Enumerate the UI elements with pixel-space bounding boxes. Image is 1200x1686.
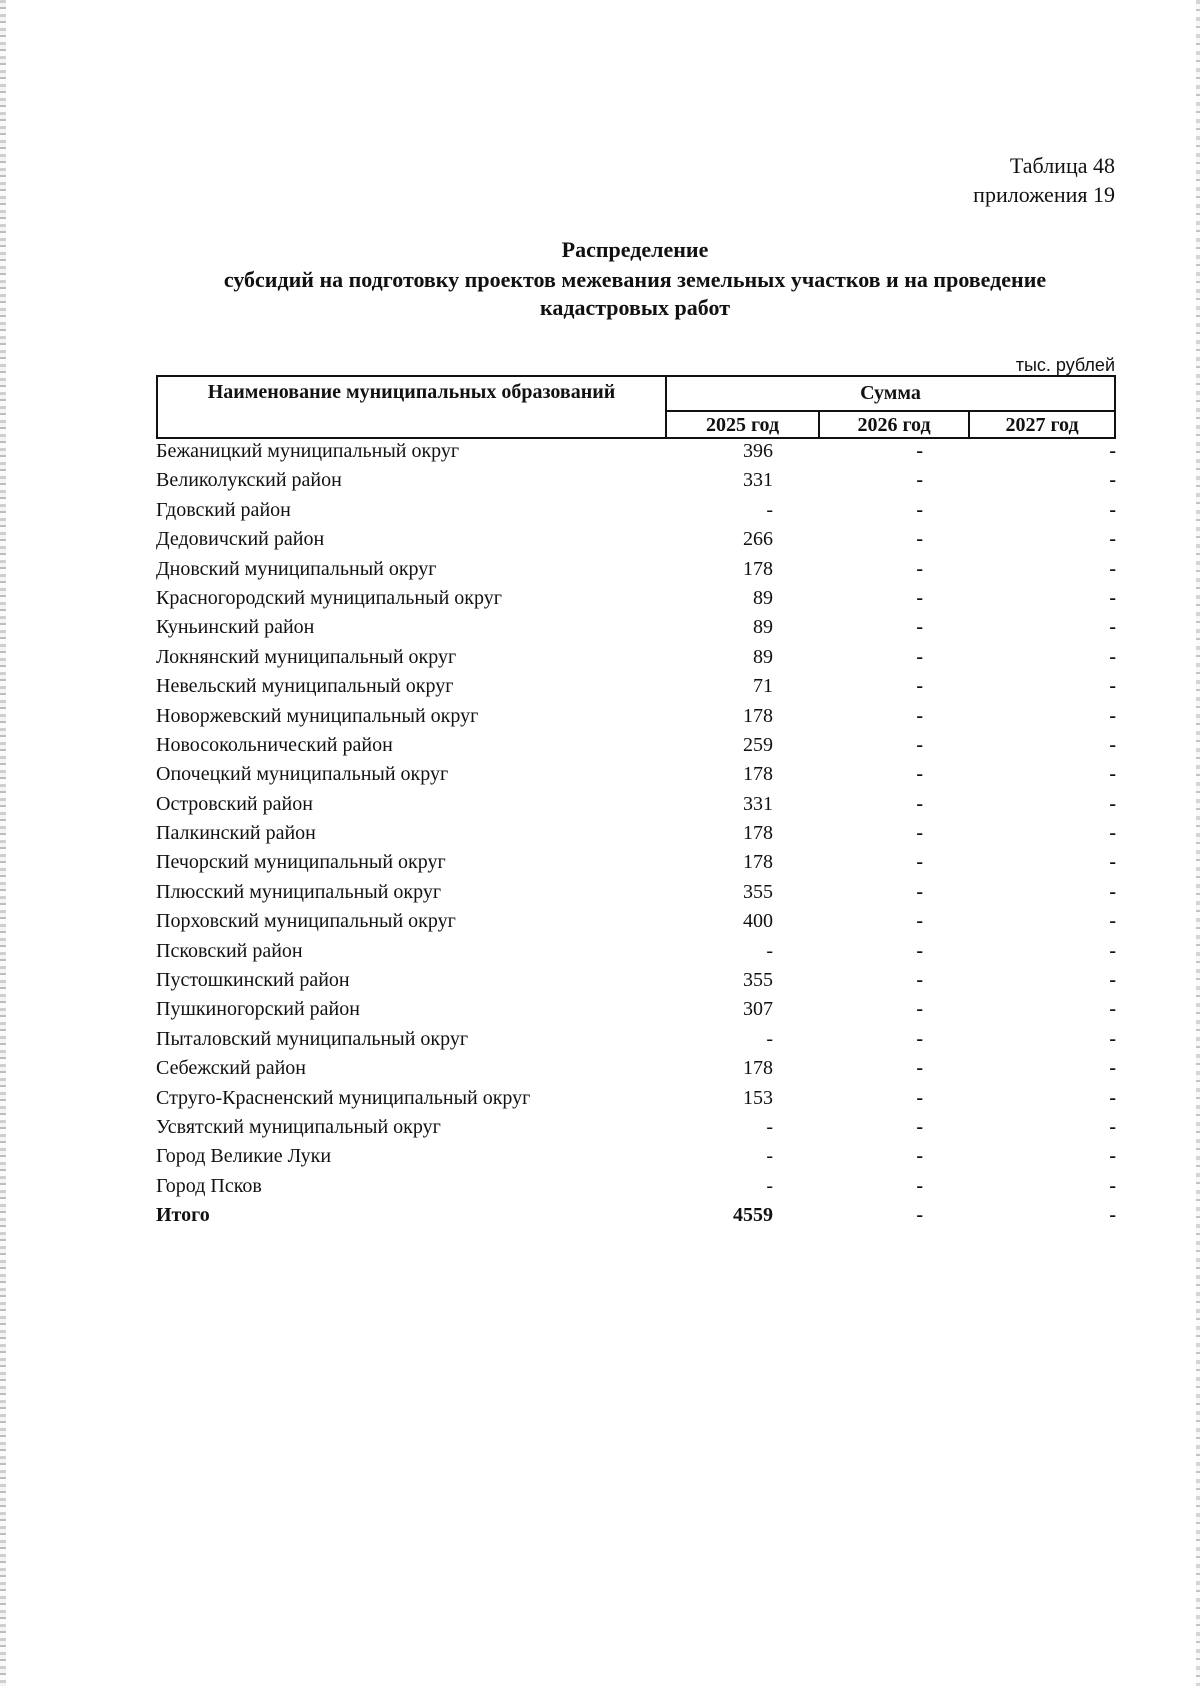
value-2026: - [916,851,923,874]
document-title-line-2: субсидий на подготовку проектов межевания земельных участков и на проведение [223,267,1047,292]
value-2025: 331 [743,469,773,492]
appendix-reference: приложения 19 [973,182,1115,207]
municipality-name: Невельский муниципальный округ [156,675,454,698]
table-row [156,672,1116,701]
value-2025: - [766,1115,773,1138]
value-2026: - [916,498,923,521]
table-row [156,584,1116,613]
table-reference: Таблица 48 [1009,153,1115,178]
table-row [156,643,1116,672]
municipality-name: Усвятский муниципальный округ [156,1115,441,1138]
value-2025: 331 [743,792,773,815]
table-row [156,1142,1116,1171]
column-header-2025: 2025 год [705,414,780,436]
total-label: Итого [156,1204,210,1227]
municipality-name: Плюсский муниципальный округ [156,880,442,903]
value-2027: - [1109,557,1116,580]
table-row [156,1054,1116,1083]
value-2027: - [1109,1086,1116,1109]
scan-edge-left [0,0,6,1686]
table-row [156,1084,1116,1113]
value-2027: - [1109,880,1116,903]
municipality-name: Пыталовский муниципальный округ [156,1027,469,1050]
table-row [156,995,1116,1024]
municipality-name: Себежский район [156,1057,306,1080]
value-2025: - [766,498,773,521]
value-2025: - [766,1174,773,1197]
value-2025: 178 [743,1057,773,1080]
value-2026: - [916,1057,923,1080]
value-2025: 153 [743,1086,773,1109]
value-2025: 307 [743,998,773,1021]
value-2026: - [916,880,923,903]
municipality-name: Новосокольнический район [156,733,393,756]
value-2027: - [1109,440,1116,462]
value-2026: - [916,998,923,1021]
document-title-line-1: Распределение [561,237,709,262]
table-body [156,437,1116,1231]
table-row [156,555,1116,584]
value-2026: - [916,528,923,551]
value-2027: - [1109,939,1116,962]
value-2027: - [1109,645,1116,668]
municipality-name: Струго-Красненский муниципальный округ [156,1086,531,1109]
value-2026: - [916,616,923,639]
municipality-name: Печорский муниципальный округ [156,851,446,874]
municipality-name: Порховский муниципальный округ [156,910,456,933]
value-2025: 178 [743,763,773,786]
table-header [156,375,1116,439]
value-2026: - [916,704,923,727]
value-2026: - [916,792,923,815]
table-row [156,878,1116,907]
value-2025: 178 [743,851,773,874]
municipality-name: Дновский муниципальный округ [156,557,437,580]
table-row [156,525,1116,554]
value-2027: - [1109,763,1116,786]
municipality-name: Дедовичский район [156,528,325,551]
column-header-sum: Сумма [860,382,921,404]
municipality-name: Пустошкинский район [156,969,350,992]
municipality-name: Локнянский муниципальный округ [156,645,457,668]
value-2025: 178 [743,557,773,580]
table-row [156,966,1116,995]
value-2027: - [1109,528,1116,551]
value-2027: - [1109,469,1116,492]
value-2027: - [1109,675,1116,698]
value-2027: - [1109,1057,1116,1080]
municipality-name: Город Великие Луки [156,1145,332,1168]
value-2026: - [916,910,923,933]
value-2026: - [916,645,923,668]
table-row [156,1025,1116,1054]
value-2025: 259 [743,733,773,756]
table-row [156,760,1116,789]
value-2026: - [916,469,923,492]
municipality-name: Псковский район [156,939,303,962]
value-2026: - [916,586,923,609]
table-row [156,937,1116,966]
value-2026: - [916,822,923,845]
table-row [156,848,1116,877]
value-2027: - [1109,910,1116,933]
table-row [156,702,1116,731]
value-2025: 178 [743,704,773,727]
value-2027: - [1109,1145,1116,1168]
value-2026: - [916,675,923,698]
value-2027: - [1109,733,1116,756]
value-2025: 355 [743,969,773,992]
table-row [156,466,1116,495]
value-2026: - [916,969,923,992]
municipality-name: Новоржевский муниципальный округ [156,704,479,727]
value-2025: 396 [743,440,773,462]
value-2026: - [916,1204,923,1227]
value-2025: 400 [743,910,773,933]
value-2027: - [1109,1204,1116,1227]
column-header-2027: 2027 год [1005,414,1079,436]
table-row [156,613,1116,642]
value-2025: - [766,1145,773,1168]
value-2027: - [1109,792,1116,815]
scan-edge-right [1196,0,1200,1686]
value-2025: 355 [743,880,773,903]
value-2027: - [1109,704,1116,727]
municipality-name: Город Псков [156,1174,262,1197]
table-row [156,496,1116,525]
municipality-name: Куньинский район [156,616,315,639]
value-2026: - [916,440,923,462]
value-2025: 71 [753,675,773,698]
municipality-name: Гдовский район [156,498,291,521]
table-row [156,819,1116,848]
value-2025: 266 [743,528,773,551]
table-row [156,907,1116,936]
table-row [156,1113,1116,1142]
column-header-name: Наименование муниципальных образований [207,381,616,403]
value-2025: 4559 [733,1204,773,1227]
table-row [156,1172,1116,1201]
value-2027: - [1109,616,1116,639]
value-2026: - [916,1174,923,1197]
value-2026: - [916,557,923,580]
value-2026: - [916,1027,923,1050]
table-row [156,731,1116,760]
municipality-name: Опочецкий муниципальный округ [156,763,449,786]
value-2026: - [916,1115,923,1138]
value-2027: - [1109,498,1116,521]
value-2025: - [766,939,773,962]
municipality-name: Пушкиногорский район [156,998,360,1021]
value-2027: - [1109,998,1116,1021]
table-row [156,790,1116,819]
value-2025: 89 [753,616,773,639]
table-row [156,437,1116,466]
value-2027: - [1109,586,1116,609]
column-header-2026: 2026 год [857,414,931,436]
municipality-name: Красногородский муниципальный округ [156,586,502,609]
value-2027: - [1109,1174,1116,1197]
value-2027: - [1109,851,1116,874]
table-total-row [156,1201,1116,1230]
value-2025: 89 [753,645,773,668]
municipality-name: Бежаницкий муниципальный округ [156,440,460,462]
municipality-name: Великолукский район [156,469,342,492]
municipality-name: Палкинский район [156,822,316,845]
document-title-line-3: кадастровых работ [539,295,731,320]
value-2027: - [1109,969,1116,992]
units-label: тыс. рублей [1015,355,1115,375]
value-2025: 178 [743,822,773,845]
value-2026: - [916,939,923,962]
value-2027: - [1109,1115,1116,1138]
value-2026: - [916,1086,923,1109]
value-2025: - [766,1027,773,1050]
value-2027: - [1109,822,1116,845]
value-2025: 89 [753,586,773,609]
value-2026: - [916,1145,923,1168]
value-2026: - [916,733,923,756]
value-2026: - [916,763,923,786]
value-2027: - [1109,1027,1116,1050]
municipality-name: Островский район [156,792,313,815]
